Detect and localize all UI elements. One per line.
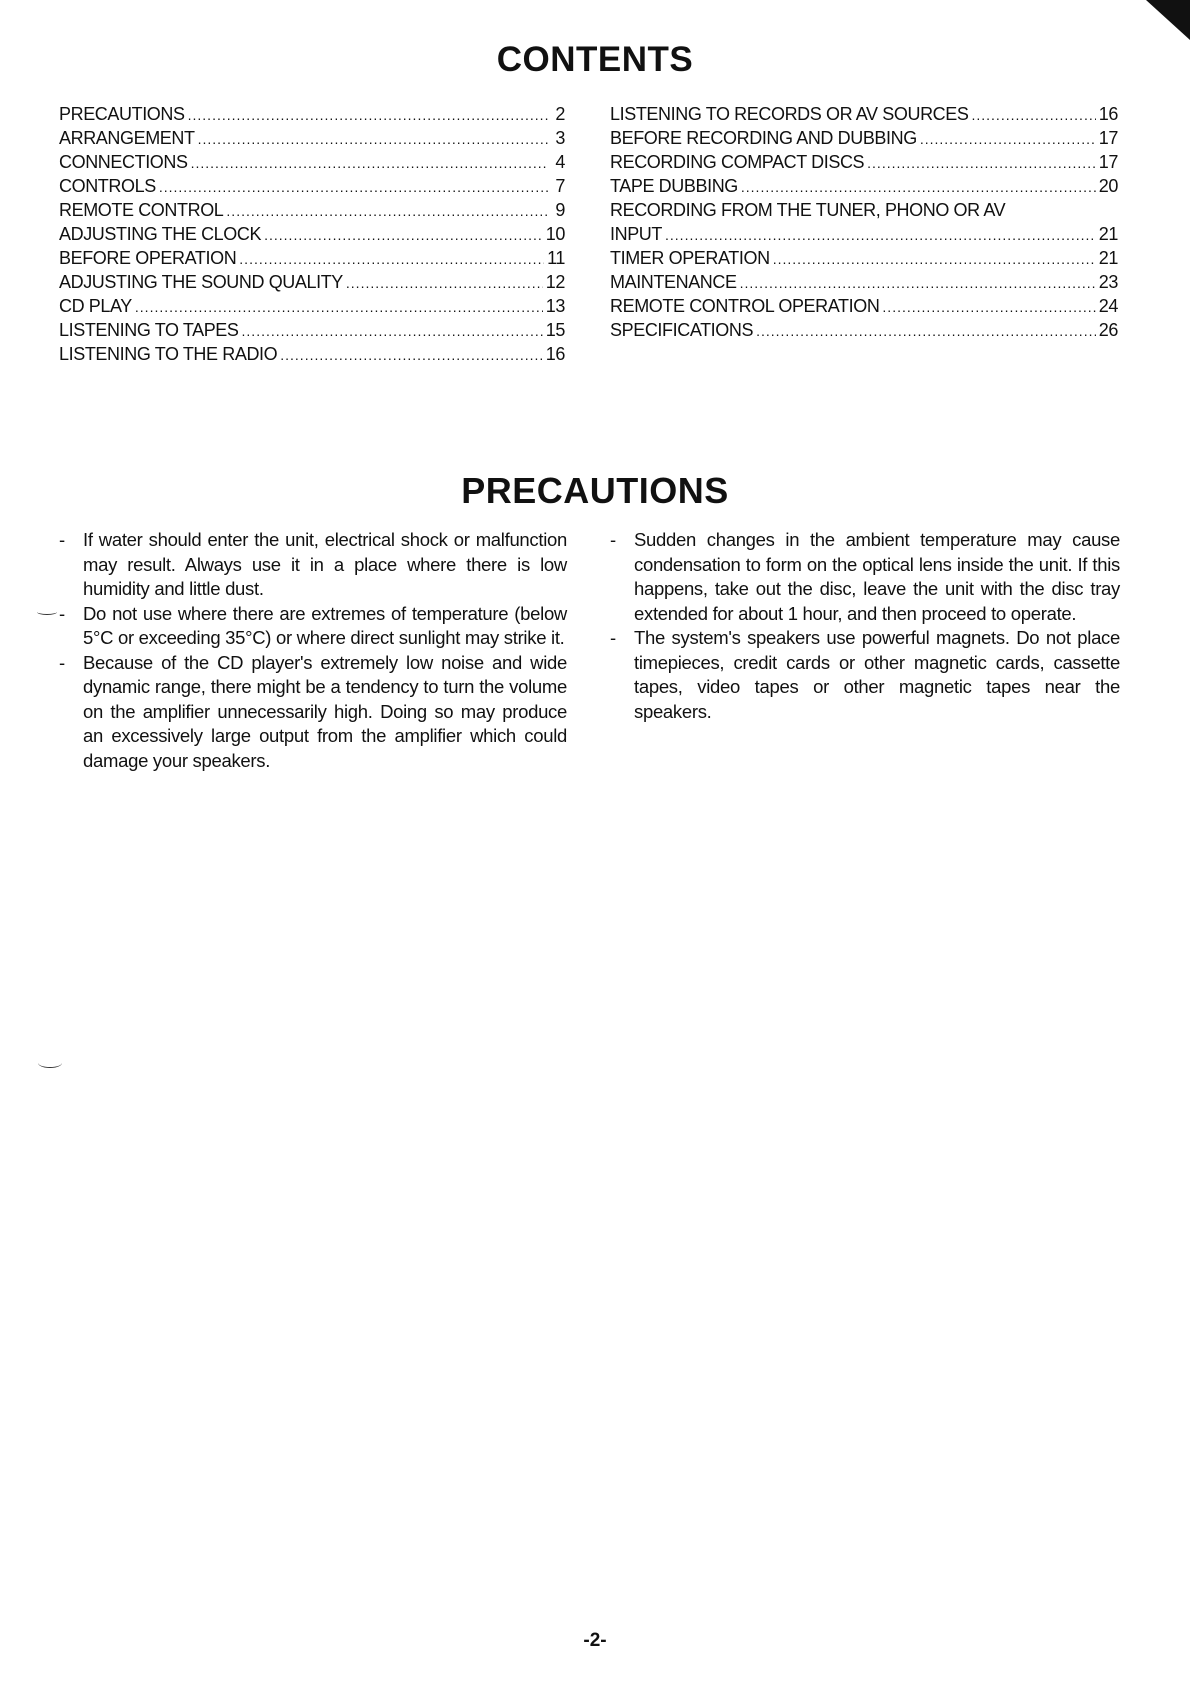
toc-entry bbox=[59, 150, 565, 174]
toc-entry bbox=[610, 246, 1118, 270]
precaution-text: Do not use where there are extremes of temperature (below 5°C or exceeding 35°C) or where direct sunlight may strike it. bbox=[83, 602, 567, 648]
toc-entry-label: SPECIFICATIONS bbox=[610, 320, 754, 340]
toc-entry-label: BEFORE OPERATION bbox=[59, 248, 237, 268]
precautions-left-column bbox=[59, 528, 567, 773]
toc-entry-label: RECORDING COMPACT DISCS bbox=[610, 152, 865, 172]
toc-entry-label: CONNECTIONS bbox=[59, 152, 188, 172]
toc-leader-dots bbox=[756, 319, 1096, 343]
toc-leader-dots bbox=[242, 319, 543, 343]
precaution-item bbox=[59, 602, 567, 651]
toc-leader-dots bbox=[867, 151, 1096, 175]
precaution-text: The system's speakers use powerful magnets. Do not place timepieces, credit cards or other magnetic cards, cassette tapes, video tapes or other magnetic tapes near the speakers. bbox=[634, 627, 1120, 722]
precautions-right-column bbox=[610, 528, 1120, 724]
toc-entry bbox=[59, 198, 565, 222]
toc-leader-dots bbox=[280, 343, 543, 367]
toc-entry-label: MAINTENANCE bbox=[610, 272, 737, 292]
bullet-dash: - bbox=[610, 529, 616, 550]
toc-left-column bbox=[59, 102, 565, 366]
toc-entry-page: 13 bbox=[545, 296, 565, 316]
toc-entry bbox=[59, 318, 565, 342]
toc-entry-page: 11 bbox=[547, 248, 565, 268]
toc-entry-label: ARRANGEMENT bbox=[59, 128, 195, 148]
toc-entry bbox=[59, 270, 565, 294]
toc-entry bbox=[59, 102, 565, 126]
corner-tab-mark bbox=[1146, 0, 1190, 40]
toc-entry-label: CD PLAY bbox=[59, 296, 132, 316]
toc-entry bbox=[59, 294, 565, 318]
toc-entry-page: 20 bbox=[1098, 176, 1118, 196]
precaution-item bbox=[610, 626, 1120, 724]
bullet-dash: - bbox=[59, 529, 65, 550]
page-number: -2- bbox=[583, 1630, 607, 1651]
toc-entry bbox=[610, 126, 1118, 150]
toc-entry bbox=[610, 174, 1118, 198]
toc-entry-label: LISTENING TO RECORDS OR AV SOURCES bbox=[610, 104, 969, 124]
precautions-title: PRECAUTIONS bbox=[461, 470, 729, 511]
precaution-text: Because of the CD player's extremely low noise and wide dynamic range, there might be a tendency to turn the volume on the amplifier unnecessarily high. Doing so may produce an excessively large output from the amplifier which could damage your speakers. bbox=[83, 651, 567, 771]
toc-leader-dots bbox=[971, 103, 1095, 127]
toc-entry-page: 2 bbox=[555, 104, 565, 124]
toc-entry-label: TIMER OPERATION bbox=[610, 248, 770, 268]
toc-leader-dots bbox=[665, 223, 1096, 247]
toc-leader-dots bbox=[740, 271, 1096, 295]
toc-entry-label: LISTENING TO THE RADIO bbox=[59, 344, 278, 364]
toc-entry-label: LISTENING TO TAPES bbox=[59, 320, 239, 340]
bullet-dash: - bbox=[610, 627, 616, 648]
toc-entry-page: 26 bbox=[1098, 320, 1118, 340]
toc-entry-page: 12 bbox=[545, 272, 565, 292]
toc-entry-label: REMOTE CONTROL OPERATION bbox=[610, 296, 880, 316]
toc-entry-page: 24 bbox=[1098, 296, 1118, 316]
toc-leader-dots bbox=[773, 247, 1096, 271]
toc-entry bbox=[59, 222, 565, 246]
toc-entry-label: CONTROLS bbox=[59, 176, 156, 196]
toc-leader-dots bbox=[188, 103, 548, 127]
toc-entry-page: 7 bbox=[555, 176, 565, 196]
toc-entry-page: 10 bbox=[545, 224, 565, 244]
toc-entry-page: 16 bbox=[1098, 104, 1118, 124]
toc-entry-page: 17 bbox=[1098, 152, 1118, 172]
toc-entry-page: 17 bbox=[1098, 128, 1118, 148]
toc-right-column bbox=[610, 102, 1118, 342]
toc-leader-dots bbox=[191, 151, 548, 175]
scan-pen-mark bbox=[38, 1058, 62, 1068]
precaution-item bbox=[610, 528, 1120, 626]
toc-entry bbox=[59, 126, 565, 150]
toc-leader-dots bbox=[741, 175, 1096, 199]
toc-entry-label: TAPE DUBBING bbox=[610, 176, 738, 196]
toc-entry-label: ADJUSTING THE CLOCK bbox=[59, 224, 262, 244]
toc-entry bbox=[59, 342, 565, 366]
toc-entry-label: BEFORE RECORDING AND DUBBING bbox=[610, 128, 917, 148]
toc-leader-dots bbox=[226, 199, 548, 223]
contents-title: CONTENTS bbox=[496, 40, 694, 79]
toc-entry bbox=[610, 294, 1118, 318]
toc-entry-page: 21 bbox=[1098, 224, 1118, 244]
toc-entry-page: 9 bbox=[555, 200, 565, 220]
bullet-dash: - bbox=[59, 602, 65, 624]
toc-entry-page: 4 bbox=[555, 152, 565, 172]
toc-entry-page: 16 bbox=[545, 344, 565, 364]
toc-entry-label: REMOTE CONTROL bbox=[59, 200, 224, 220]
toc-entry bbox=[59, 246, 565, 270]
toc-entry bbox=[610, 270, 1118, 294]
precaution-item bbox=[59, 651, 567, 774]
toc-leader-dots bbox=[264, 223, 543, 247]
toc-entry-page: 23 bbox=[1098, 272, 1118, 292]
toc-entry bbox=[610, 150, 1118, 174]
precaution-text: If water should enter the unit, electrical shock or malfunction may result. Always use it in a place where there is low humidity and little dust. bbox=[83, 529, 567, 599]
bullet-dash: - bbox=[59, 651, 65, 673]
toc-entry bbox=[59, 174, 565, 198]
precaution-item bbox=[59, 528, 567, 602]
toc-entry-page: 15 bbox=[545, 320, 565, 340]
toc-entry bbox=[610, 318, 1118, 342]
toc-leader-dots bbox=[198, 127, 548, 151]
toc-entry-label: PRECAUTIONS bbox=[59, 104, 185, 124]
toc-leader-dots bbox=[920, 127, 1096, 151]
toc-entry-page: 21 bbox=[1098, 248, 1118, 268]
toc-leader-dots bbox=[882, 295, 1095, 319]
toc-leader-dots bbox=[239, 247, 544, 271]
toc-entry-label: RECORDING FROM THE TUNER, PHONO OR AV bbox=[610, 200, 1006, 220]
scan-pen-mark bbox=[37, 609, 57, 615]
toc-entry-label: ADJUSTING THE SOUND QUALITY bbox=[59, 272, 343, 292]
toc-entry-page: 3 bbox=[555, 128, 565, 148]
toc-leader-dots bbox=[346, 271, 543, 295]
toc-entry-label: INPUT bbox=[610, 224, 663, 244]
toc-leader-dots bbox=[135, 295, 543, 319]
toc-entry bbox=[610, 198, 1118, 222]
toc-entry bbox=[610, 102, 1118, 126]
toc-leader-dots bbox=[159, 175, 548, 199]
precaution-text: Sudden changes in the ambient temperature may cause condensation to form on the optical lens inside the unit. If this happens, take out the disc, leave the unit with the disc tray extended for about 1 hour, and then proceed to operate. bbox=[634, 529, 1120, 624]
toc-entry bbox=[610, 222, 1118, 246]
